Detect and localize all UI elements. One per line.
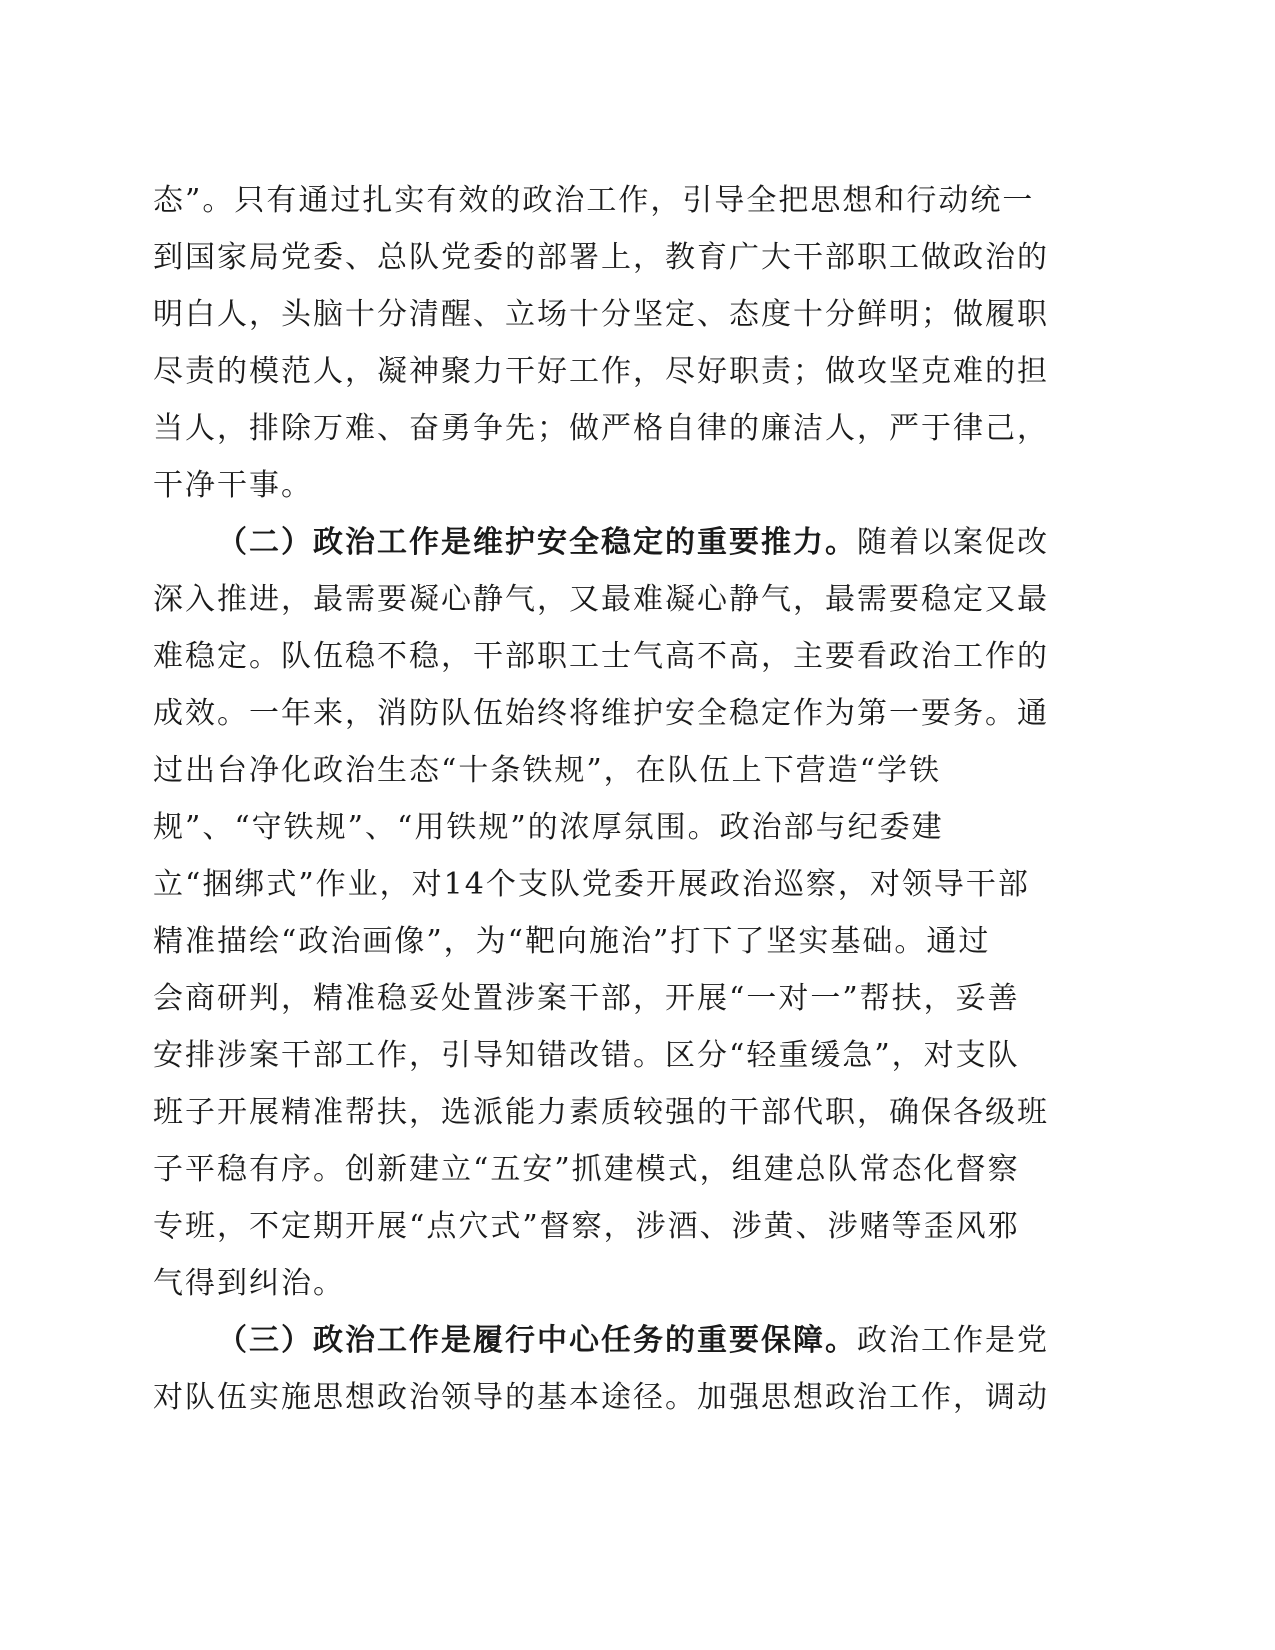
text-line: 班子开展精准帮扶，选派能力素质较强的干部代职，确保各级班 <box>153 1095 1049 1130</box>
text-line: 态”。只有通过扎实有效的政治工作，引导全把思想和行动统一 <box>153 183 1035 218</box>
text-line: 当人，排除万难、奋勇争先；做严格自律的廉洁人，严于律己， <box>153 411 1049 446</box>
paragraph-continued <box>153 172 1093 514</box>
text-line: 会商研判，精准稳妥处置涉案干部，开展“一对一”帮扶，妥善 <box>153 981 1020 1016</box>
text-line: 到国家局党委、总队党委的部署上，教育广大干部职工做政治的 <box>153 240 1049 275</box>
text-line: 子平稳有序。创新建立“五安”抓建模式，组建总队常态化督察 <box>153 1152 1020 1187</box>
section-2-paragraph <box>153 514 1093 1312</box>
section-2-first-line <box>153 514 1093 571</box>
text-line: 明白人，头脑十分清醒、立场十分坚定、态度十分鲜明；做履职 <box>153 297 1049 332</box>
text-line: 干净干事。 <box>153 468 313 503</box>
text-line: 专班，不定期开展“点穴式”督察，涉酒、涉黄、涉赌等歪风邪 <box>153 1209 1020 1244</box>
text-line: 尽责的模范人，凝神聚力干好工作，尽好职责；做攻坚克难的担 <box>153 354 1049 389</box>
text-line: 安排涉案干部工作，引导知错改错。区分“轻重缓急”，对支队 <box>153 1038 1020 1073</box>
text-line: 过出台净化政治生态“十条铁规”，在队伍上下营造“学铁 <box>153 753 942 788</box>
section-2-heading: （二）政治工作是维护安全稳定的重要推力。 <box>217 525 857 560</box>
section-3-first-line <box>153 1312 1093 1369</box>
text-line: 立“捆绑式”作业，对14个支队党委开展政治巡察，对领导干部 <box>153 867 1030 902</box>
text-line: 成效。一年来，消防队伍始终将维护安全稳定作为第一要务。通 <box>153 696 1049 731</box>
text-line: 难稳定。队伍稳不稳，干部职工士气高不高，主要看政治工作的 <box>153 639 1049 674</box>
section-3-first-line-text: 政治工作是党 <box>857 1323 1049 1358</box>
text-line: 气得到纠治。 <box>153 1266 345 1301</box>
section-3-heading: （三）政治工作是履行中心任务的重要保障。 <box>217 1323 857 1358</box>
document-body <box>153 172 1093 1426</box>
text-line: 深入推进，最需要凝心静气，又最难凝心静气，最需要稳定又最 <box>153 582 1049 617</box>
section-2-first-line-text: 随着以案促改 <box>857 525 1049 560</box>
text-line: 规”、“守铁规”、“用铁规”的浓厚氛围。政治部与纪委建 <box>153 810 944 845</box>
section-3-paragraph <box>153 1312 1093 1426</box>
text-line: 精准描绘“政治画像”，为“靶向施治”打下了坚实基础。通过 <box>153 924 991 959</box>
text-line: 对队伍实施思想政治领导的基本途径。加强思想政治工作，调动 <box>153 1380 1049 1415</box>
